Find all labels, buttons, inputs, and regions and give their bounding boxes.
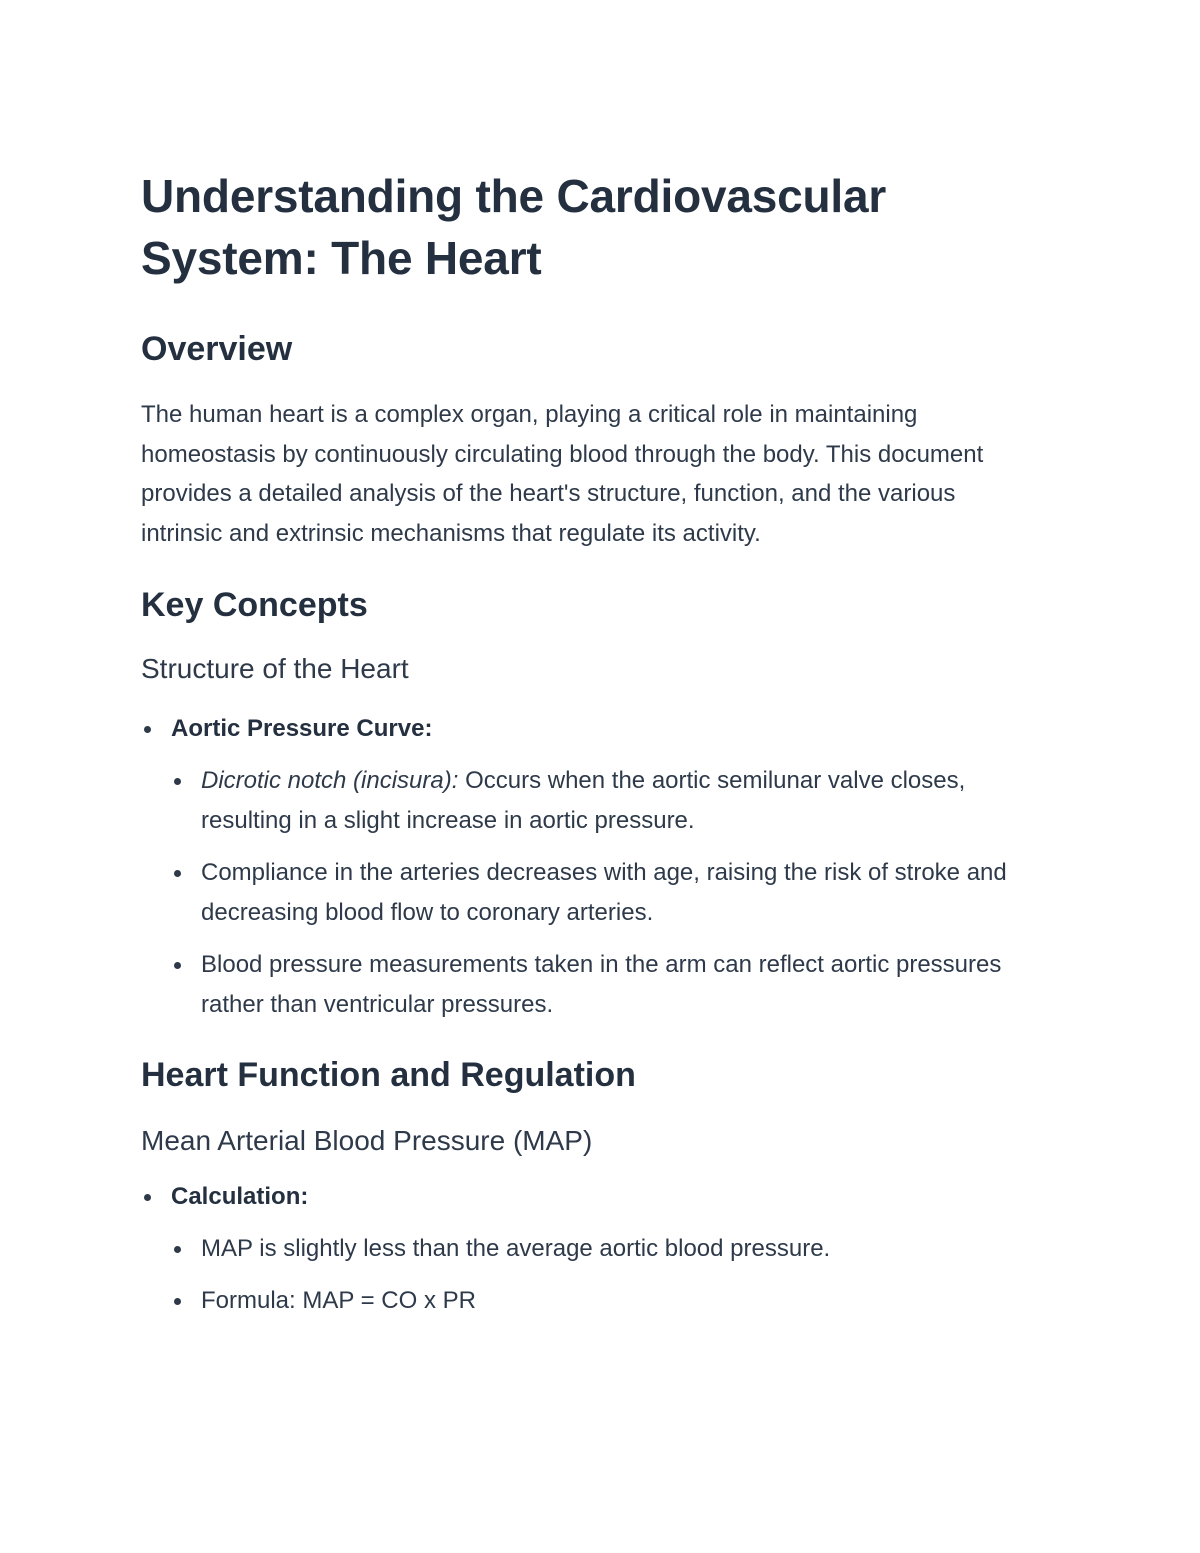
- document-title: Understanding the Cardiovascular System: The Heart: [141, 170, 887, 284]
- overview-paragraph: The human heart is a complex organ, playing a critical role in maintaining homeostasis by continuously circulating blood through the body. This document provides a detailed analysis of the heart's structure, function, and the various intrinsic and extrinsic mechanisms that regulate its activity.: [141, 401, 984, 547]
- list-item: [171, 945, 1041, 1025]
- list-item-label: Aortic Pressure Curve:: [171, 715, 433, 742]
- list-item: [171, 1281, 1041, 1321]
- bullet-icon: [174, 962, 181, 969]
- list-item: [141, 709, 1041, 1025]
- list-item-text: MAP is slightly less than the average aortic blood pressure.: [201, 1235, 831, 1262]
- map-heading: Mean Arterial Blood Pressure (MAP): [141, 1125, 593, 1156]
- list-item-text: Compliance in the arteries decreases with age, raising the risk of stroke and decreasing blood flow to coronary arteries.: [201, 859, 1007, 926]
- function-regulation-heading: Heart Function and Regulation: [141, 1056, 636, 1094]
- bullet-icon: [174, 1298, 181, 1305]
- list-item-text: Blood pressure measurements taken in the arm can reflect aortic pressures rather than ventricular pressures.: [201, 951, 1002, 1018]
- bullet-icon: [144, 726, 151, 733]
- list-item-text: Formula: MAP = CO x PR: [201, 1287, 476, 1314]
- list-item: [171, 1229, 1041, 1269]
- map-list: [141, 1177, 1041, 1321]
- overview-heading: Overview: [141, 330, 293, 368]
- list-item: [141, 1177, 1041, 1321]
- list-item-emphasis: Dicrotic notch (incisura):: [201, 767, 459, 794]
- bullet-icon: [174, 1246, 181, 1253]
- bullet-icon: [144, 1194, 151, 1201]
- structure-list: [141, 709, 1041, 1025]
- list-item-label: Calculation:: [171, 1183, 309, 1210]
- key-concepts-heading: Key Concepts: [141, 586, 368, 624]
- bullet-icon: [174, 870, 181, 877]
- sub-list: [171, 761, 1041, 1025]
- document-page: [141, 165, 1041, 1321]
- structure-heading: Structure of the Heart: [141, 653, 409, 684]
- bullet-icon: [174, 778, 181, 785]
- list-item-text: Occurs when the aortic semilunar valve closes, resulting in a slight increase in aortic pressure.: [201, 767, 966, 834]
- list-item: [171, 853, 1041, 933]
- sub-list: [171, 1229, 1041, 1321]
- list-item: [171, 761, 1041, 841]
